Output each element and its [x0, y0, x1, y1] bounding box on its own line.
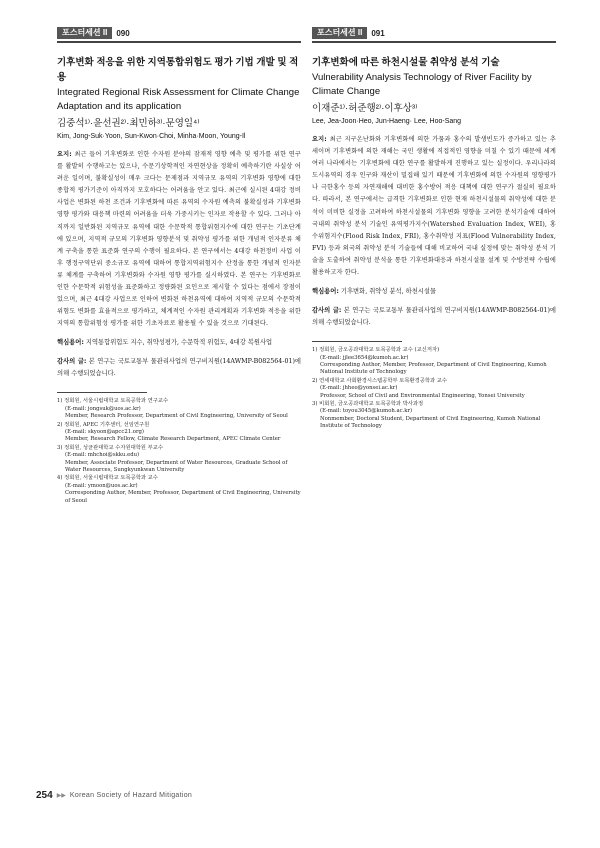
footnotes: [312, 347, 556, 430]
abstract-label: 요지:: [57, 151, 72, 158]
session-number: 090: [116, 28, 130, 38]
abstract-text: 최근 지구온난화와 기후변화에 의한 가뭄과 홍수의 발생빈도가 증가하고 있는 추세이며 기후변화에 의한 재해는 국민 생활에 직접적인 영향을 미칠 수 있기 때문에 세계 여러 나라에서는 기후변화에 대한 연구를 활발하게 진행하고 있는 실정이다. 우리나라의 도시유역의 경우 인구와 재산이 밀집해 있기 때문에 기후변화에 의한 수자원의 영향평가나 극한홍수 등의 자연재해에 대비한 홍수방어 적응 대책에 대한 연구가 절실히 필요하다. 따라서, 본 연구에서는 급격한 기후변화로 인한 현재 하천시설물의 취약성에 대한 분석이 미비한 실정을 고려하여 하천시설물의 기후변화 영향을 고려한 분석기술에 대하여 국내의 취약성 분석 기술인 유역평가지수(Watershed Evaluation Index, WEI), 홍수위험지수(Flood Risk Index, FRI), 홍수취약성 지표(Flood Vulnerability Index, FVI) 등과 외국의 취약성 분석 기술들에 대해 비교하여 국내 실정에 맞는 취약성 분석 기술을 도출하여 취약성 분석을 통한 기후변화대응과 하천시설물 설계 및 수방전략 수립에 활용하고자 한다.: [312, 136, 557, 277]
footnote: [57, 398, 301, 420]
footnote: [312, 378, 556, 400]
keywords-label: 핵심용어:: [312, 288, 339, 296]
authors-ko: 김중석¹⁾·윤선권²⁾·최민하³⁾·문영일⁴⁾: [57, 118, 200, 129]
keywords-label: 핵심용어:: [57, 339, 84, 347]
ack-label: 감사의 글:: [312, 307, 342, 315]
footnote-number: 2): [312, 377, 318, 384]
authors-en: Lee, Jea-Joon·Heo, Jun-Haeng· Lee, Hoo-Sang: [312, 118, 462, 125]
article-title-en: Vulnerability Analysis Technology of River Facility by Climate Change: [312, 72, 532, 97]
page-number: 254: [36, 790, 53, 801]
journal-name: Korean Society of Hazard Mitigation: [69, 792, 193, 799]
keywords: [312, 286, 556, 298]
session-tag: 포스터세션 II: [312, 27, 367, 39]
footnote-rule: [312, 341, 402, 342]
footnote-number: 3): [57, 444, 63, 451]
footnote-line: (E-mail: ymoon@uos.ac.kr): [65, 482, 138, 489]
ack-text: 본 연구는 국토교통부 물관리사업의 연구비지원(14AWMP-B082564-01)에 의해 수행되었습니다.: [57, 358, 301, 378]
footnote-line: 정회원, APEC 기후센터, 선임연구원: [64, 421, 150, 428]
session-tag: 포스터세션 II: [57, 27, 112, 39]
article-091: [312, 27, 556, 432]
footnote: [57, 422, 301, 444]
session-tag-row: [57, 27, 301, 39]
session-number: 091: [371, 28, 385, 38]
footnote-line: 비회원, 금오공과대학교 토목공학과 박사과정: [319, 400, 424, 407]
article-090: [57, 27, 301, 506]
footnote-line: (E-mail: jhheo@yonsei.ac.kr): [320, 385, 398, 392]
footnote-line: 정회원, 서울시립대학교 토목공학과 연구교수: [64, 398, 169, 405]
ack-label: 감사의 글:: [57, 358, 87, 366]
abstract-label: 요지:: [312, 136, 327, 143]
abstract: [312, 134, 556, 279]
footnote-line: (E-mail: mhchoi@skku.edu): [65, 452, 140, 459]
article-title-ko: 기후변화에 따른 하천시설물 취약성 분석 기술: [312, 57, 500, 68]
footnote-number: 2): [57, 421, 63, 428]
footnote-line: Member, Research Fellow, Climate Research Department, APEC Climate Center: [65, 436, 281, 443]
session-tag-row: [312, 27, 556, 39]
footnote-line: Corresponding Author, Member, Professor, Department of Civil Engineering, Kumoh National Institute of Technology: [320, 361, 547, 376]
footnote-number: 1): [57, 398, 63, 405]
footnote-line: (E-mail: skyoon@apcc21.org): [65, 429, 144, 436]
keywords-text: 기후변화, 취약성 분석, 하천시설물: [338, 288, 437, 296]
footnote-line: Professor, School of Civil and Environmental Engineering, Yonsei University: [320, 392, 525, 399]
article-title-ko: 기후변화 적응을 위한 지역통합위험도 평가 기법 개발 및 적용: [57, 57, 299, 83]
footnote-line: Corresponding Author, Member, Professor, Department of Civil Engineering, University of Seoul: [65, 490, 301, 504]
keywords-text: 지역통합위험도 지수, 취약성평가, 수문학적 위험도, 4대강 복원사업: [83, 339, 273, 347]
footnote-line: (E-mail: jjlee3654@kumoh.ac.kr): [320, 354, 409, 361]
footnote-line: Nonmember, Doctoral Student, Department of Civil Engineering, Kumoh National Institute of Technology: [320, 415, 541, 430]
footnote-line: 연세대학교 사회환경시스템공학부 토목환경공학과 교수: [319, 377, 447, 384]
abstract: [57, 149, 301, 330]
footnote-line: (E-mail: jongsuk@uos.ac.kr): [65, 405, 141, 412]
header-rule: [312, 41, 556, 43]
footnote-line: (E-mail: toyou3045@kumoh.ac.kr): [320, 408, 413, 415]
footnote-line: 정회원, 금오공과대학교 토목공학과 교수 (교신저자): [319, 347, 440, 354]
authors-en: Kim, Jong-Suk·Yoon, Sun-Kwon·Choi, Minha·Moon, Young-Il: [57, 133, 246, 140]
footnote: [57, 445, 301, 475]
footnote-rule: [57, 392, 147, 393]
abstract-text: 최근 들어 기후변화로 인한 수자원 분야의 잠재적 영향 예측 및 평가를 위한 연구를 활발히 수행하고는 있으나, 수문기상학적인 자연현상을 정확히 예측하기란 사실상 어려운 일이며, 불확실성이 매우 크다는 문제점과 지역규모 유역의 기후변화 영향에 대한 종합적 평가기준이 아직까지 모호하다는 어려움을 안고 있다. 최근에 실시된 4대강 정비 사업은 변화된 하천 조건과 기후변화에 따른 유역의 수자원 예측의 불확실성과 기후변화 영향 평가와 대응책 마련의 어려움을 더욱 가중시키는 인자로 작용할 수 있다. 그러나 아직까지 일반화된 지역규모 유역에 대한 수문학적 통합위험지수에 대한 연구는 기초단계에 있으며, 지역적 규모의 기후변화 영향분석 및 취약성 평가를 위한 개념적 인자분류 체계 구축을 통한 표준화 연구의 수행이 필요하다. 본 연구에서는 4대강 하천정비 사업 이후 행정구역단위 중소규모 유역에 대하여 통합지역위험지수 산정을 통한 개념적 인자분류 체계를 구축하여 기후변화와 수자원 영향 평가를 실시하였다. 본 연구는 기후변화로 인한 수문학적 위험성을 표준화하고 정량화된 요인으로 제시할 수 있다는 점에서 장점이 있으며, 최근 4대강 사업으로 인하여 변화된 하천유역에 대하여 지역적 규모의 수문학적 위험도 변화를 효율적으로 평가하고, 체계적인 수자원 관리계획과 기후변화 적응을 위한 지역의 통합위험성 평가를 위한 기초자료로 활용될 수 있을 것으로 기대된다.: [57, 151, 301, 328]
authors-ko: 이재준¹⁾·허준행²⁾·이후상³⁾: [312, 103, 418, 114]
footnote-line: Member, Associate Professor, Department of Water Resources, Graduate School of Water Resources, Sungkyunkwan University: [65, 459, 288, 474]
page-footer: [36, 790, 192, 801]
footnote-line: 정회원, 서울시립대학교 토목공학과 교수: [64, 475, 158, 482]
footnote-line: Member, Research Professor, Department of Civil Engineering, University of Seoul: [65, 413, 288, 420]
footnote: [312, 347, 556, 377]
ack-text: 본 연구는 국토교통부 물관리사업의 연구비지원(14AWMP-B082564-01)에 의해 수행되었습니다.: [312, 307, 556, 327]
header-rule: [57, 41, 301, 43]
footnote: [312, 401, 556, 431]
footnote-number: 1): [312, 347, 318, 354]
footnote-line: 정회원, 성균관대학교 수자원대학원 부교수: [64, 444, 163, 451]
footnote-number: 4): [57, 475, 63, 482]
article-title-en: Integrated Regional Risk Assessment for Climate Change Adaptation and its application: [57, 87, 300, 112]
footnote-number: 3): [312, 400, 318, 407]
footnote: [57, 475, 301, 505]
acknowledgement: [57, 356, 301, 380]
footnotes: [57, 398, 301, 505]
double-arrow-icon: ▶▶: [56, 793, 66, 799]
keywords: [57, 337, 301, 349]
acknowledgement: [312, 305, 556, 329]
